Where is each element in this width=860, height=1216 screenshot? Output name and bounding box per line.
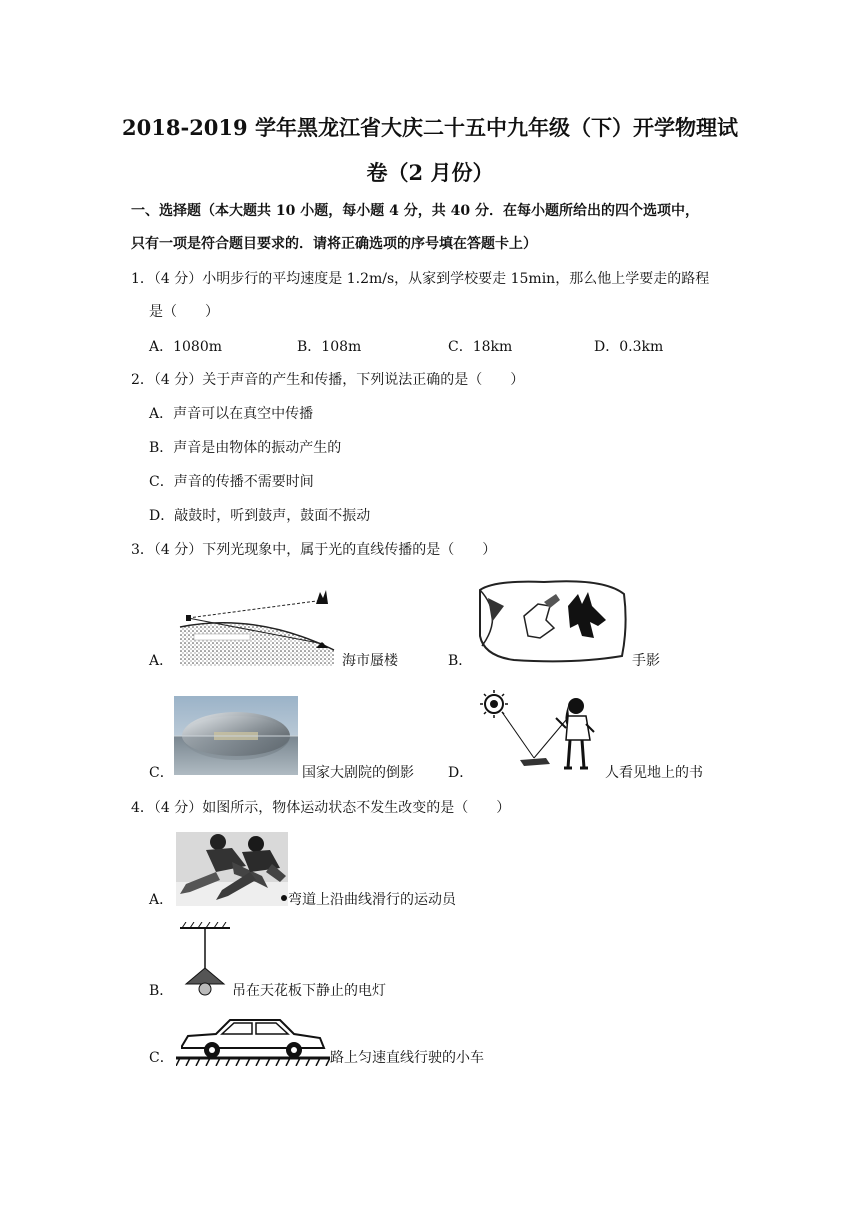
question-3-option-b-letter: B． — [448, 653, 473, 669]
section-heading-line2: 只有一项是符合题目要求的．请将正确选项的序号填在答题卡上） — [131, 236, 537, 252]
question-1-option-b: B．108m — [297, 339, 362, 355]
question-1-option-d: D．0.3km — [594, 339, 664, 355]
question-1-option-c: C．18km — [448, 339, 513, 355]
section-heading-line1: 一、选择题（本大题共 10 小题，每小题 4 分，共 40 分．在每小题所给出的四个选项中， — [131, 203, 699, 219]
person-sees-book-illustration — [476, 688, 602, 776]
question-4-option-b-caption: 吊在天花板下静止的电灯 — [232, 983, 386, 999]
question-1-option-a: A．1080m — [149, 339, 223, 355]
question-3-option-d-letter: D． — [448, 765, 474, 781]
hanging-lamp-illustration — [178, 922, 232, 998]
question-4-option-c-caption: 路上匀速直线行驶的小车 — [330, 1050, 484, 1066]
question-2-option-c: C．声音的传播不需要时间 — [149, 474, 314, 490]
grand-theatre-reflection-photo — [174, 696, 298, 775]
question-4-option-c-letter: C． — [149, 1050, 174, 1066]
page-title-line2: 卷（2 月份） — [366, 160, 494, 185]
question-3-option-b-caption: 手影 — [632, 653, 660, 669]
question-3-option-c-letter: C． — [149, 765, 174, 781]
question-4-stem: 4．（4 分）如图所示，物体运动状态不发生改变的是（ ） — [131, 800, 511, 816]
question-1-stem-line2: 是（ ） — [149, 304, 219, 320]
question-4-option-a-letter: A． — [149, 892, 174, 908]
mirage-illustration — [176, 582, 338, 666]
question-2-option-d: D．敲鼓时，听到鼓声，鼓面不振动 — [149, 508, 371, 524]
question-3-stem: 3．（4 分）下列光现象中，属于光的直线传播的是（ ） — [131, 542, 497, 558]
page-title-line1: 2018-2019 学年黑龙江省大庆二十五中九年级（下）开学物理试 — [122, 115, 738, 140]
question-2-stem: 2．（4 分）关于声音的产生和传播，下列说法正确的是（ ） — [131, 372, 525, 388]
speed-skaters-photo — [176, 832, 288, 906]
question-3-option-a-letter: A． — [149, 653, 174, 669]
car-illustration — [176, 1010, 330, 1066]
question-3-option-d-caption: 人看见地上的书 — [605, 765, 703, 781]
question-1-stem-line1: 1．（4 分）小明步行的平均速度是 1.2m/s，从家到学校要走 15min，那么他上学要走的路程 — [131, 271, 710, 287]
question-3-option-c-caption: 国家大剧院的倒影 — [302, 765, 414, 781]
question-2-option-a: A．声音可以在真空中传播 — [149, 406, 314, 422]
hand-shadow-illustration — [474, 576, 629, 664]
question-4-option-a-caption: 弯道上沿曲线滑行的运动员 — [288, 892, 456, 908]
question-4-option-b-letter: B． — [149, 983, 174, 999]
question-3-option-a-caption: 海市蜃楼 — [342, 653, 398, 669]
question-2-option-b: B．声音是由物体的振动产生的 — [149, 440, 342, 456]
